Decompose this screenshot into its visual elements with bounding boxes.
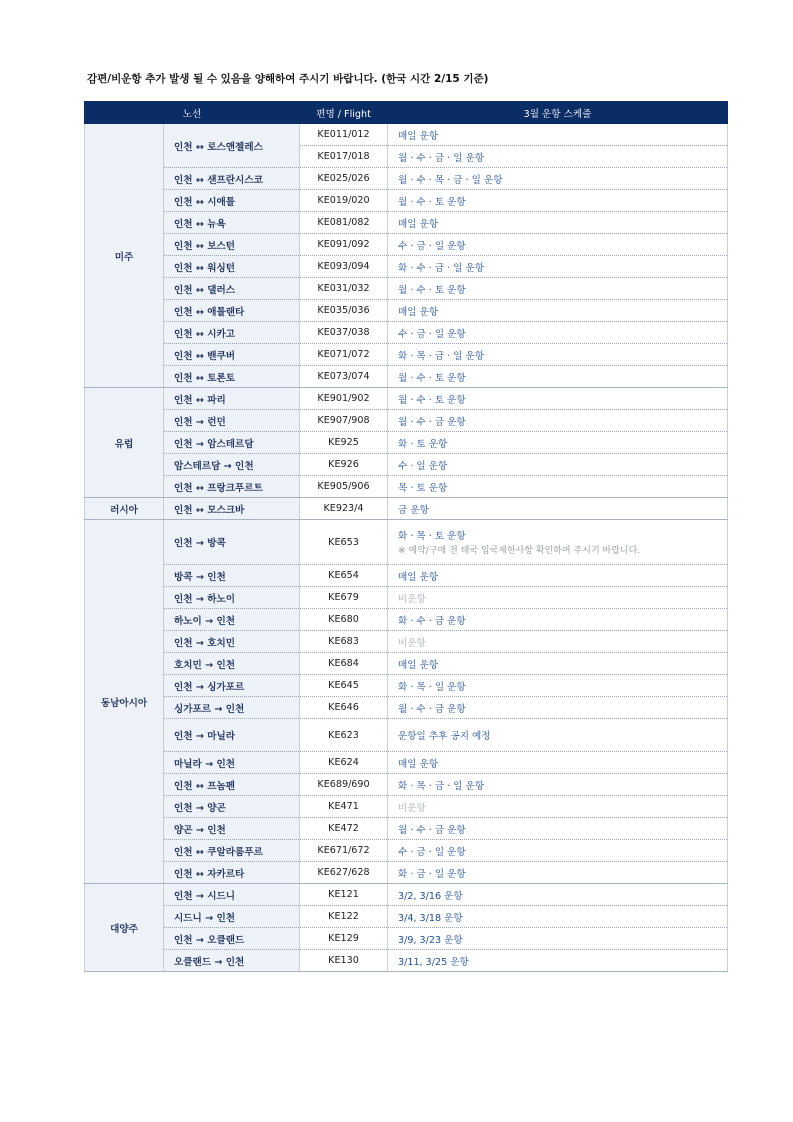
- flight-cell: KE624: [300, 752, 388, 774]
- schedule-text: 3/4, 3/18 운항: [398, 912, 463, 924]
- table-row: [85, 344, 728, 366]
- flight-schedule-table: [84, 101, 728, 972]
- region-cell: 러시아: [85, 498, 164, 520]
- flight-cell: KE623: [300, 719, 388, 752]
- table-row: [85, 366, 728, 388]
- schedule-cell: [388, 884, 728, 906]
- schedule-text: 화 · 수 · 금 운항: [398, 615, 466, 627]
- schedule-text: 비운항: [398, 593, 426, 605]
- schedule-text: 수 · 금 · 일 운항: [398, 846, 466, 858]
- table-row: [85, 950, 728, 972]
- route-cell: 인천 → 오클랜드: [164, 928, 300, 950]
- schedule-cell: [388, 256, 728, 278]
- flight-cell: KE653: [300, 520, 388, 565]
- route-cell: 인천 → 양곤: [164, 796, 300, 818]
- schedule-text: 월 · 수 · 토 운항: [398, 196, 466, 208]
- table-row: [85, 818, 728, 840]
- schedule-text: 3/2, 3/16 운항: [398, 890, 463, 902]
- route-cell: 인천 ↔ 모스크바: [164, 498, 300, 520]
- flight-cell: KE905/906: [300, 476, 388, 498]
- schedule-text: 3/9, 3/23 운항: [398, 934, 463, 946]
- route-cell: 인천 → 방콕: [164, 520, 300, 565]
- schedule-cell: [388, 840, 728, 862]
- flight-cell: KE122: [300, 906, 388, 928]
- table-row: [85, 212, 728, 234]
- table-row: [85, 774, 728, 796]
- route-cell: 인천 → 싱가포르: [164, 675, 300, 697]
- schedule-text: 화 · 수 · 금 · 일 운항: [398, 262, 485, 274]
- route-cell: 인천 ↔ 댈러스: [164, 278, 300, 300]
- schedule-text: 화 · 목 · 금 · 일 운항: [398, 780, 485, 792]
- table-row: [85, 476, 728, 498]
- region-cell: 유럽: [85, 388, 164, 498]
- route-cell: 인천 → 런던: [164, 410, 300, 432]
- schedule-text: 매일 운항: [398, 306, 439, 318]
- route-cell: 오클랜드 → 인천: [164, 950, 300, 972]
- schedule-cell: [388, 520, 728, 565]
- table-row: [85, 862, 728, 884]
- schedule-note: ※ 예약/구매 전 태국 입국제한사항 확인하여 주시기 바랍니다.: [398, 546, 641, 556]
- schedule-cell: [388, 168, 728, 190]
- schedule-text: 화 · 목 · 일 운항: [398, 681, 466, 693]
- header-flight: 편명 / Flight: [300, 102, 388, 124]
- schedule-cell: [388, 653, 728, 675]
- route-cell: 방콕 → 인천: [164, 565, 300, 587]
- flight-cell: KE025/026: [300, 168, 388, 190]
- flight-cell: KE907/908: [300, 410, 388, 432]
- table-row: [85, 190, 728, 212]
- schedule-text: 매일 운항: [398, 659, 439, 671]
- schedule-text: 월 · 수 · 금 운항: [398, 824, 466, 836]
- route-cell: 인천 ↔ 샌프란시스코: [164, 168, 300, 190]
- table-row: [85, 609, 728, 631]
- schedule-cell: [388, 818, 728, 840]
- schedule-text: 매일 운항: [398, 218, 439, 230]
- schedule-text: 매일 운항: [398, 130, 439, 142]
- schedule-text: 월 · 수 · 금 운항: [398, 703, 466, 715]
- schedule-cell: [388, 719, 728, 752]
- schedule-cell: [388, 950, 728, 972]
- flight-cell: KE035/036: [300, 300, 388, 322]
- table-row: [85, 752, 728, 774]
- route-cell: 마닐라 → 인천: [164, 752, 300, 774]
- schedule-cell: [388, 124, 728, 146]
- flight-cell: KE923/4: [300, 498, 388, 520]
- schedule-text: 금 운항: [398, 504, 429, 516]
- schedule-cell: [388, 300, 728, 322]
- schedule-cell: [388, 432, 728, 454]
- table-row: [85, 322, 728, 344]
- schedule-cell: [388, 752, 728, 774]
- flight-cell: KE011/012: [300, 124, 388, 146]
- route-cell: 인천 ↔ 토론토: [164, 366, 300, 388]
- region-cell: 동남아시아: [85, 520, 164, 884]
- schedule-cell: [388, 278, 728, 300]
- flight-cell: KE926: [300, 454, 388, 476]
- flight-cell: KE091/092: [300, 234, 388, 256]
- flight-cell: KE121: [300, 884, 388, 906]
- schedule-cell: [388, 454, 728, 476]
- schedule-cell: [388, 609, 728, 631]
- table-row: [85, 520, 728, 565]
- schedule-text: 월 · 수 · 금 운항: [398, 416, 466, 428]
- schedule-cell: [388, 565, 728, 587]
- schedule-cell: [388, 190, 728, 212]
- schedule-cell: [388, 410, 728, 432]
- table-row: [85, 565, 728, 587]
- table-header-row: [85, 102, 728, 124]
- header-route: 노선: [85, 102, 300, 124]
- route-cell: 인천 ↔ 쿠알라룸푸르: [164, 840, 300, 862]
- schedule-cell: [388, 587, 728, 609]
- route-cell: 호치민 → 인천: [164, 653, 300, 675]
- flight-cell: KE129: [300, 928, 388, 950]
- flight-cell: KE037/038: [300, 322, 388, 344]
- table-row: [85, 697, 728, 719]
- schedule-text: 매일 운항: [398, 571, 439, 583]
- route-cell: 양곤 → 인천: [164, 818, 300, 840]
- flight-cell: KE093/094: [300, 256, 388, 278]
- region-cell: 미주: [85, 124, 164, 388]
- route-cell: 인천 → 하노이: [164, 587, 300, 609]
- table-row: [85, 906, 728, 928]
- route-cell: 인천 ↔ 로스앤젤레스: [164, 124, 300, 168]
- flight-cell: KE901/902: [300, 388, 388, 410]
- flight-cell: KE689/690: [300, 774, 388, 796]
- schedule-text: 화 · 금 · 일 운항: [398, 868, 466, 880]
- table-row: [85, 410, 728, 432]
- schedule-text: 운항일 추후 공지 예정: [398, 731, 491, 742]
- schedule-cell: [388, 906, 728, 928]
- route-cell: 암스테르담 → 인천: [164, 454, 300, 476]
- table-row: [85, 168, 728, 190]
- route-cell: 인천 ↔ 애틀랜타: [164, 300, 300, 322]
- table-row: [85, 300, 728, 322]
- table-body: [85, 124, 728, 972]
- schedule-cell: [388, 675, 728, 697]
- schedule-text: 월 · 수 · 금 · 일 운항: [398, 152, 485, 164]
- schedule-text: 월 · 수 · 토 운항: [398, 394, 466, 406]
- schedule-cell: [388, 366, 728, 388]
- table-row: [85, 675, 728, 697]
- schedule-text: 비운항: [398, 637, 426, 649]
- flight-cell: KE031/032: [300, 278, 388, 300]
- route-cell: 인천 ↔ 자카르타: [164, 862, 300, 884]
- route-cell: 시드니 → 인천: [164, 906, 300, 928]
- schedule-text: 월 · 수 · 토 운항: [398, 372, 466, 384]
- route-cell: 인천 → 호치민: [164, 631, 300, 653]
- schedule-cell: [388, 498, 728, 520]
- route-cell: 인천 ↔ 프놈펜: [164, 774, 300, 796]
- flight-cell: KE654: [300, 565, 388, 587]
- schedule-cell: [388, 476, 728, 498]
- route-cell: 하노이 → 인천: [164, 609, 300, 631]
- table-row: [85, 796, 728, 818]
- route-cell: 인천 → 암스테르담: [164, 432, 300, 454]
- table-row: [85, 124, 728, 146]
- flight-cell: KE671/672: [300, 840, 388, 862]
- flight-cell: KE019/020: [300, 190, 388, 212]
- flight-cell: KE680: [300, 609, 388, 631]
- table-row: [85, 631, 728, 653]
- notice-text: 감편/비운항 추가 발생 될 수 있음을 양해하여 주시기 바랍니다. (한국 시간 2/15 기준): [87, 73, 489, 85]
- route-cell: 인천 ↔ 밴쿠버: [164, 344, 300, 366]
- schedule-cell: [388, 862, 728, 884]
- flight-cell: KE073/074: [300, 366, 388, 388]
- schedule-cell: [388, 796, 728, 818]
- schedule-text: 화 · 목 · 토 운항: [398, 531, 466, 542]
- flight-cell: KE925: [300, 432, 388, 454]
- schedule-text: 화 · 목 · 금 · 일 운항: [398, 350, 485, 362]
- schedule-text: 목 · 토 운항: [398, 482, 448, 494]
- route-cell: 인천 ↔ 시카고: [164, 322, 300, 344]
- route-cell: 인천 ↔ 보스턴: [164, 234, 300, 256]
- table-row: [85, 454, 728, 476]
- schedule-text: 매일 운항: [398, 758, 439, 770]
- table-row: [85, 278, 728, 300]
- schedule-text: 월 · 수 · 토 운항: [398, 284, 466, 296]
- table-row: [85, 840, 728, 862]
- schedule-cell: [388, 212, 728, 234]
- table-row: [85, 653, 728, 675]
- flight-cell: KE645: [300, 675, 388, 697]
- flight-cell: KE646: [300, 697, 388, 719]
- table-row: [85, 432, 728, 454]
- schedule-cell: [388, 388, 728, 410]
- schedule-text: 수 · 일 운항: [398, 460, 448, 472]
- table-row: [85, 928, 728, 950]
- flight-cell: KE627/628: [300, 862, 388, 884]
- schedule-cell: [388, 234, 728, 256]
- table-row: [85, 884, 728, 906]
- table-row: [85, 587, 728, 609]
- schedule-cell: [388, 697, 728, 719]
- table-row: [85, 256, 728, 278]
- flight-cell: KE683: [300, 631, 388, 653]
- schedule-text: 비운항: [398, 802, 426, 814]
- table-row: [85, 234, 728, 256]
- schedule-cell: [388, 322, 728, 344]
- table-row: [85, 719, 728, 752]
- route-cell: 인천 ↔ 뉴욕: [164, 212, 300, 234]
- schedule-cell: [388, 146, 728, 168]
- flight-cell: KE071/072: [300, 344, 388, 366]
- schedule-text: 수 · 금 · 일 운항: [398, 328, 466, 340]
- route-cell: 인천 → 시드니: [164, 884, 300, 906]
- route-cell: 인천 → 마닐라: [164, 719, 300, 752]
- header-schedule: 3월 운항 스케줄: [388, 102, 728, 124]
- flight-cell: KE471: [300, 796, 388, 818]
- flight-cell: KE472: [300, 818, 388, 840]
- schedule-text: 수 · 금 · 일 운항: [398, 240, 466, 252]
- region-cell: 대양주: [85, 884, 164, 972]
- table-row: [85, 388, 728, 410]
- flight-cell: KE017/018: [300, 146, 388, 168]
- flight-cell: KE684: [300, 653, 388, 675]
- route-cell: 인천 ↔ 시애틀: [164, 190, 300, 212]
- schedule-text: 화 · 토 운항: [398, 438, 448, 450]
- route-cell: 인천 ↔ 워싱턴: [164, 256, 300, 278]
- route-cell: 인천 ↔ 프랑크푸르트: [164, 476, 300, 498]
- flight-cell: KE081/082: [300, 212, 388, 234]
- route-cell: 싱가포르 → 인천: [164, 697, 300, 719]
- schedule-cell: [388, 631, 728, 653]
- schedule-cell: [388, 344, 728, 366]
- schedule-cell: [388, 774, 728, 796]
- schedule-text: 월 · 수 · 목 · 금 · 일 운항: [398, 174, 503, 186]
- route-cell: 인천 ↔ 파리: [164, 388, 300, 410]
- schedule-cell: [388, 928, 728, 950]
- table-row: [85, 498, 728, 520]
- flight-cell: KE679: [300, 587, 388, 609]
- schedule-text: 3/11, 3/25 운항: [398, 956, 469, 968]
- flight-cell: KE130: [300, 950, 388, 972]
